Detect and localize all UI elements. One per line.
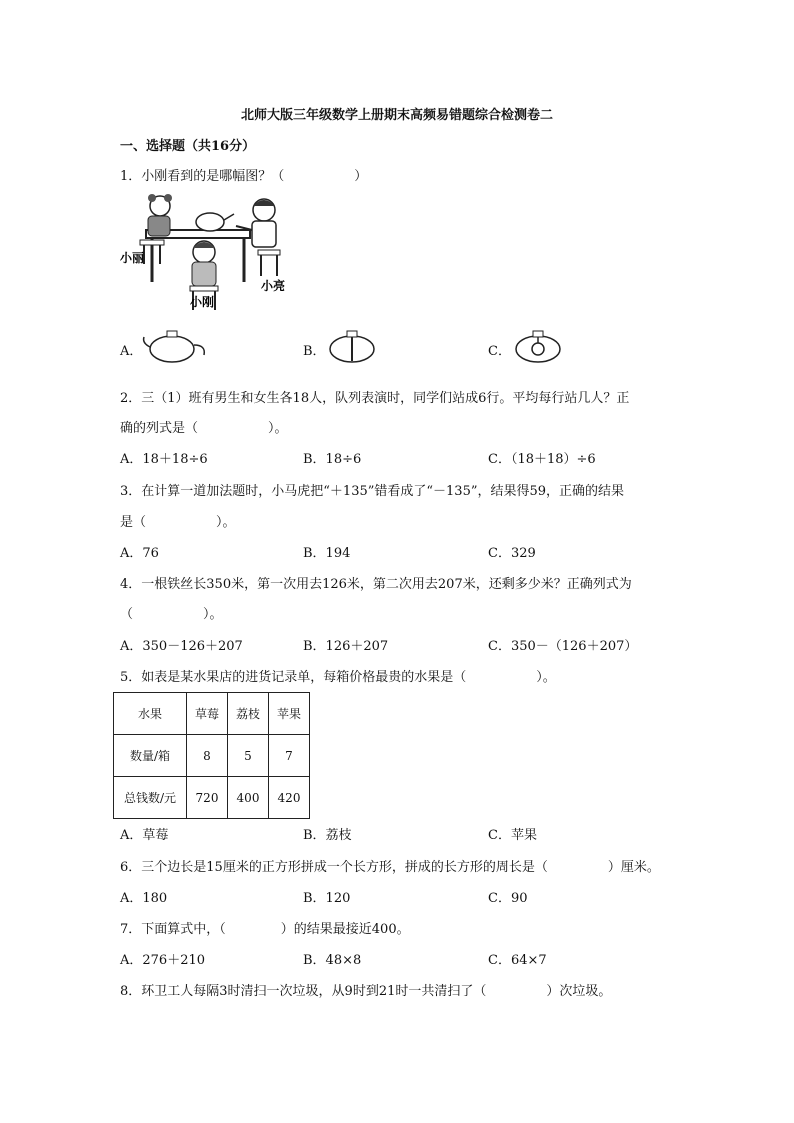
q3-option-a: A．76 — [120, 546, 159, 561]
q2-option-b: B．18÷6 — [303, 452, 362, 467]
teapot-handle-view-icon — [322, 325, 382, 365]
q6-option-c: C．90 — [488, 891, 528, 906]
label-xiaoli: 小丽 — [120, 251, 145, 265]
q4-option-b: B．126＋207 — [303, 639, 389, 654]
question-6: 6．三个边长是15厘米的正方形拼成一个长方形，拼成的长方形的周长是（ ）厘米。 — [120, 860, 660, 875]
q3-option-b: B．194 — [303, 546, 351, 561]
question-1: 1．小刚看到的是哪幅图？（ ） — [120, 169, 368, 184]
q3-option-c: C．329 — [488, 546, 536, 561]
q5-option-c: C．苹果 — [488, 828, 537, 843]
q1-option-b: B． — [303, 344, 326, 359]
table-header-cell: 水果 — [114, 693, 187, 735]
q7-option-c: C．64×7 — [488, 953, 547, 968]
table-cell: 8 — [187, 735, 228, 777]
q5-option-b: B．荔枝 — [303, 828, 352, 843]
question-4-line-2: （ ）。 — [120, 607, 223, 622]
table-cell: 720 — [187, 777, 228, 819]
q1-option-c: C． — [488, 344, 511, 359]
table-cell: 400 — [228, 777, 269, 819]
question-1-text: 1．小刚看到的是哪幅图？（ — [120, 169, 285, 184]
q5-option-a: A．草莓 — [120, 828, 169, 843]
table-header-row — [114, 693, 310, 735]
question-4-line-1: 4．一根铁丝长350米，第一次用去126米，第二次用去207米，还剩多少米？正确列式为 — [120, 577, 632, 592]
table-header-cell: 草莓 — [187, 693, 228, 735]
question-3-line-2: 是（ ）。 — [120, 515, 236, 530]
q6-option-a: A．180 — [120, 891, 168, 906]
table-cell: 总钱数/元 — [114, 777, 187, 819]
q4-option-a: A．350－126＋207 — [120, 639, 243, 654]
q2-option-c: C．（18＋18）÷6 — [488, 452, 596, 467]
q7-option-b: B．48×8 — [303, 953, 362, 968]
table-row — [114, 777, 310, 819]
teapot-spout-view-icon — [508, 325, 568, 365]
label-xiaogang: 小刚 — [190, 295, 215, 309]
table-header-cell: 荔枝 — [228, 693, 269, 735]
teapot-side-view-icon — [140, 325, 210, 365]
table-cell: 5 — [228, 735, 269, 777]
table-header-cell: 苹果 — [269, 693, 310, 735]
question-3-line-1: 3．在计算一道加法题时，小马虎把“＋135”错看成了“－135”，结果得59，正确的结果 — [120, 484, 625, 499]
teapot-scene-figure — [118, 190, 298, 312]
question-2-line-2: 确的列式是（ ）。 — [120, 421, 288, 436]
question-7: 7．下面算式中，（ ）的结果最接近400。 — [120, 922, 410, 937]
question-8: 8．环卫工人每隔3时清扫一次垃圾，从9时到21时一共清扫了（ ）次垃圾。 — [120, 984, 612, 999]
q4-option-c: C．350－（126＋207） — [488, 639, 638, 654]
q1-option-a: A． — [120, 344, 143, 359]
fruit-purchase-table — [113, 692, 310, 819]
table-row — [114, 735, 310, 777]
q6-option-b: B．120 — [303, 891, 351, 906]
question-2-line-1: 2．三（1）班有男生和女生各18人，队列表演时，同学们站成6行。平均每行站几人？正 — [120, 391, 630, 406]
q7-option-a: A．276＋210 — [120, 953, 206, 968]
section-heading-choice: 一、选择题（共16分） — [120, 139, 256, 154]
label-xiaoliang: 小亮 — [261, 279, 286, 293]
table-cell: 数量/箱 — [114, 735, 187, 777]
table-cell: 7 — [269, 735, 310, 777]
question-5: 5．如表是某水果店的进货记录单，每箱价格最贵的水果是（ ）。 — [120, 670, 556, 685]
exam-title: 北师大版三年级数学上册期末高频易错题综合检测卷二 — [240, 108, 553, 123]
q2-option-a: A．18＋18÷6 — [120, 452, 208, 467]
table-cell: 420 — [269, 777, 310, 819]
